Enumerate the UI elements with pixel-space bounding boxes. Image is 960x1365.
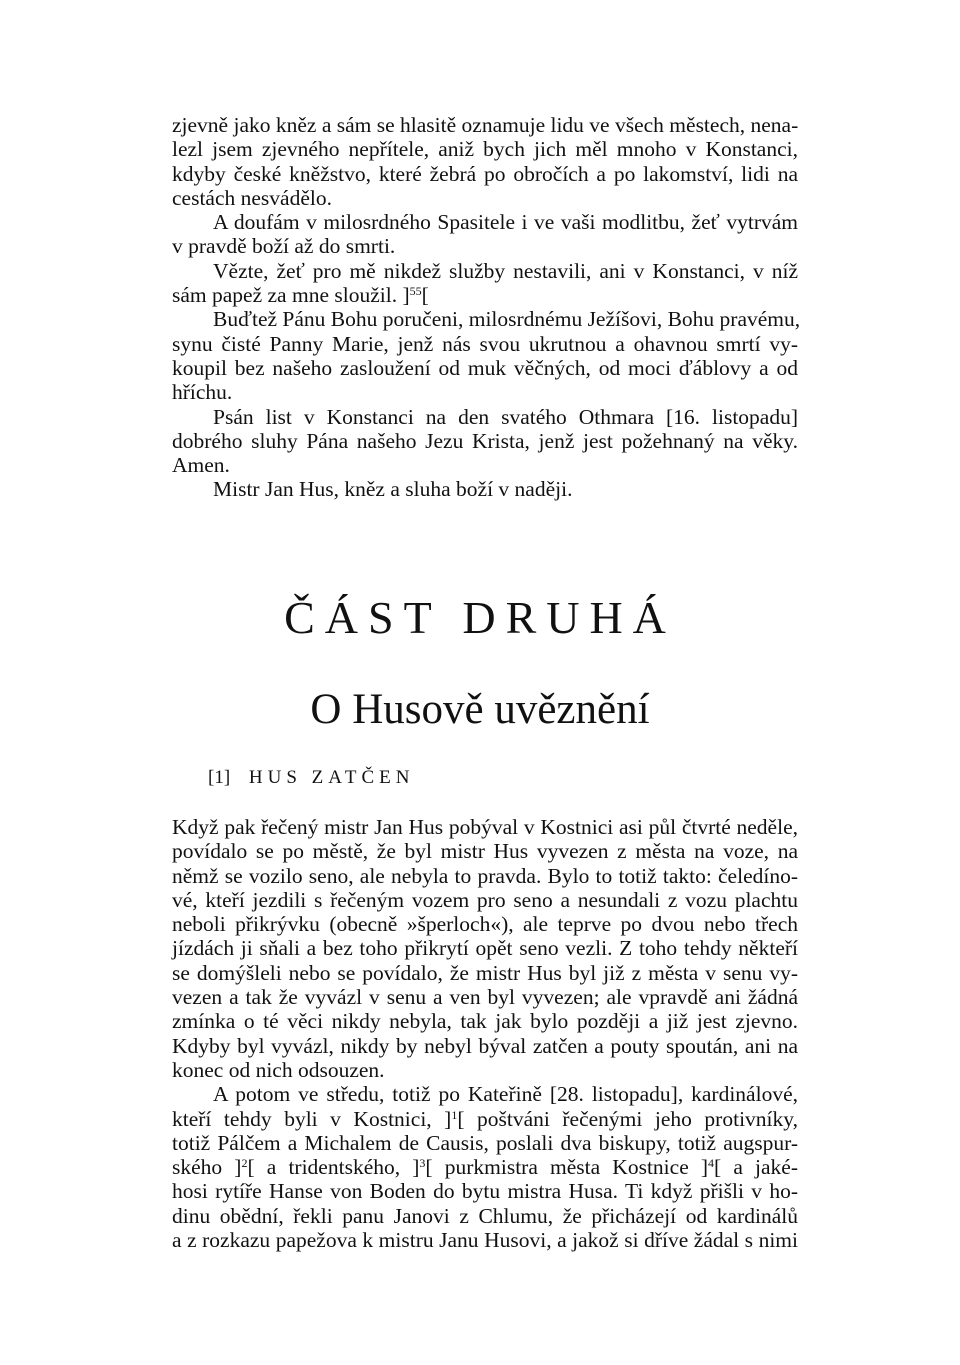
line-text: lezl jsem zjevného nepřítele, aniž bych jich měl mnoho v Konstanci, [172,137,798,162]
line-text: sám papež za mne sloužil. ] [172,283,410,308]
text-line [172,453,798,477]
line-text: [ a tridentského, ] [247,1155,420,1180]
chapter-title: O Husově uvěznění [310,686,650,733]
text-line [172,961,798,985]
line-text: hosi rytíře Hanse von Boden do bytu mistra Husa. Ti když přišli v ho- [172,1179,798,1204]
line-text: se domýšleli nebo se povídalo, že mistr Hus byl již z města v senu vy- [172,960,798,985]
part-title: ČÁST DRUHÁ [284,592,676,643]
line-text: Když pak řečený mistr Jan Hus pobýval v Kostnici asi půl čtvrté neděle, [172,815,798,839]
line-text: povídalo se po městě, že byl mistr Hus vyvezen z města na voze, na [172,839,798,864]
text-line [172,1107,798,1131]
line-text: kdyby české kněžstvo, které žebrá po obročích a po lakomství, lidi na [172,161,798,186]
line-text: cestách nesvádělo. [172,185,332,210]
line-text: konec od nich odsouzen. [172,1057,385,1082]
text-line [172,1034,798,1058]
text-line [172,1058,798,1082]
line-text: zjevně jako kněz a sám se hlasitě oznamuje lidu ve všech městech, nena- [172,113,799,137]
line-text: vezen a tak že vyvázl v senu a ven byl vyvezen; ale vpravdě ani žádná [172,985,798,1010]
signature-line [172,477,798,501]
text-line [172,210,798,234]
text-line [172,162,798,186]
text-line [172,283,798,307]
section-number: [1] [208,767,231,788]
bottom-text-block [172,815,798,1252]
line-text: jízdách ji sňali a bez toho přikrytí opět seno vezli. Z toho tehdy někteří [172,936,798,961]
footnote-marker: 2 [241,1156,248,1171]
line-text: Amen. [172,453,230,478]
top-text-block [172,113,801,502]
line-text: synu čisté Panny Marie, jenž nás svou ukrutnou a ohavnou smrtí vy- [172,331,798,356]
line-text: ského ] [172,1155,242,1180]
text-line [172,1082,798,1106]
line-text: A potom ve středu, totiž po Kateřině [28. listopadu], kardinálové, [213,1082,798,1107]
text-line [172,985,798,1009]
line-text: Kdyby byl vyvázl, nikdy by nebyl býval zatčen a pouty spoután, ani na [172,1033,798,1058]
text-line [172,186,798,210]
text-line [172,234,798,258]
line-text: němž se vozilo seno, ale nebyla to pravda. Bylo to totiž takto: čeledíno- [172,863,798,888]
line-text: neboli přikrývku (obecně »šperloch«), ale teprve po dvou nebo třech [172,912,798,937]
text-line [172,113,798,137]
text-line [172,380,798,404]
footnote-marker: 4 [708,1156,715,1171]
text-line [172,307,801,332]
line-text: vé, kteří jezdili s řečeným vozem pro seno a nesundali z vozu plachtu [172,887,798,912]
line-text: Vězte, žeť pro mě nikdež služby nestavili, ani v Konstanci, v níž [213,258,798,283]
footnote-marker: 3 [419,1156,426,1171]
section-heading [208,766,415,790]
line-text: dinu obědní, řekli panu Janovi z Chlumu, že přicházejí od kardinálů [172,1203,798,1228]
text-line [172,405,798,429]
text-line [172,332,798,356]
text-line [172,888,798,912]
line-text: [ a jaké- [714,1155,799,1180]
text-line [172,936,798,960]
text-line [172,1009,798,1033]
text-line [172,1155,798,1179]
line-text: zmínka o té věci nikdy nebyla, tak jak bylo později a již jest zjevno. [172,1009,798,1034]
text-line [172,1204,798,1228]
text-line [172,356,798,380]
text-line [172,1228,798,1252]
line-text: Mistr Jan Hus, kněz a sluha boží v naději. [213,477,573,502]
line-text: Psán list v Konstanci na den svatého Othmara [16. listopadu] [213,404,798,429]
line-text: [ purkmistra města Kostnice ] [425,1155,709,1180]
line-text: a z rozkazu papežova k mistru Janu Husovi, a jakož si dříve žádal s nimi [172,1228,798,1253]
text-line [172,1179,798,1203]
line-text: [ poštváni řečenými jeho protivníky, [457,1106,798,1131]
line-text: kteří tehdy byli v Kostnici, ] [172,1106,452,1131]
text-line [172,429,798,453]
line-text: Buďtež Pánu Bohu poručeni, milosrdnému Ježíšovi, Bohu pravému, [213,307,801,332]
text-line [172,839,798,863]
text-line [172,1131,798,1155]
line-text: [ [421,283,429,308]
line-text: dobrého sluhy Pána našeho Jezu Krista, jenž jest požehnaný na věky. [172,428,798,453]
line-text: v pravdě boží až do smrti. [172,234,396,259]
text-line [172,864,798,888]
section-heading-text: HUS ZATČEN [248,767,415,788]
line-text: hříchu. [172,380,233,405]
line-text: koupil bez našeho zasloužení od muk věčných, od moci ďáblovy a od [172,355,798,380]
text-line [172,137,798,161]
footnote-marker: 1 [451,1107,458,1122]
text-line [172,815,798,839]
line-text: totiž Pálčem a Michalem de Causis, poslali dva biskupy, totiž augspur- [172,1130,798,1155]
text-line [172,259,798,283]
text-line [172,912,798,936]
line-text: A doufám v milosrdného Spasitele i ve vaši modlitbu, žeť vytrvám [213,210,798,235]
footnote-marker: 55 [409,284,422,299]
